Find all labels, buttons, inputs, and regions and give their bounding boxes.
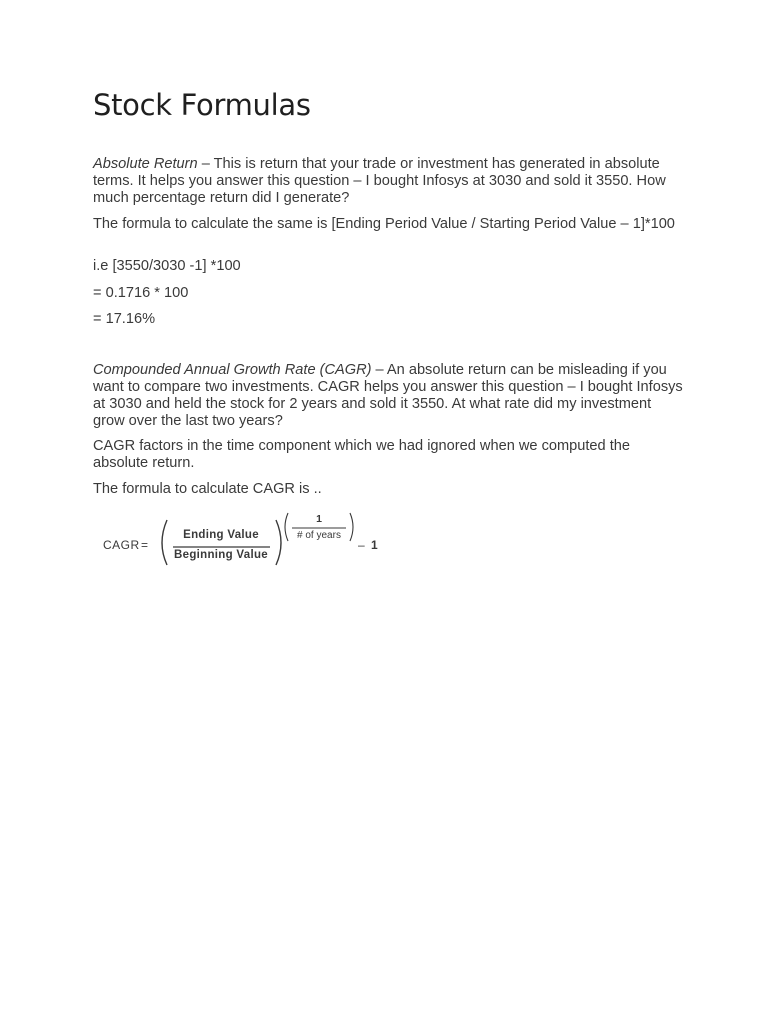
cagr-formula-intro: The formula to calculate CAGR is ..	[93, 481, 322, 497]
formula-denominator: Beginning Value	[174, 549, 268, 561]
absolute-return-intro: – This is return that your trade or investment has generated in absolute terms. It helps you answer this question – I bought Infosys at 3030 and sold it 3550. How much percentage return did I generate?	[93, 156, 666, 206]
formula-equals-sign: =	[141, 538, 149, 552]
formula-minus-sign: –	[358, 538, 365, 552]
formula-exponent-numerator: 1	[316, 513, 322, 525]
formula-exponent-denominator: # of years	[297, 530, 341, 541]
cagr-paragraph	[93, 362, 683, 430]
calculation-result: = 17.16%	[93, 311, 156, 327]
absolute-return-term: Absolute Return	[93, 156, 198, 172]
absolute-return-formula-text: The formula to calculate the same is [Ending Period Value / Starting Period Value – 1]*100	[93, 216, 675, 232]
calculation-step-2: = 0.1716 * 100	[93, 285, 189, 301]
cagr-intro: – An absolute return can be misleading if you want to compare two investments. CAGR helps you answer this question – I bought Infosys at 3030 and held the stock for 2 years and sold it 3550. At what rate did my investment grow over the last two years?	[93, 362, 683, 429]
calculation-step-1: i.e [3550/3030 -1] *100	[93, 258, 241, 274]
formula-constant-one: 1	[371, 538, 378, 552]
formula-numerator: Ending Value	[183, 529, 259, 541]
cagr-formula-image	[103, 510, 403, 570]
cagr-term: Compounded Annual Growth Rate (CAGR)	[93, 362, 372, 378]
absolute-return-paragraph	[93, 156, 683, 207]
formula-cagr-label: CAGR	[103, 538, 140, 552]
document-title: Stock Formulas	[93, 88, 311, 122]
cagr-time-component-paragraph: CAGR factors in the time component which we had ignored when we computed the absolute return.	[93, 438, 631, 471]
